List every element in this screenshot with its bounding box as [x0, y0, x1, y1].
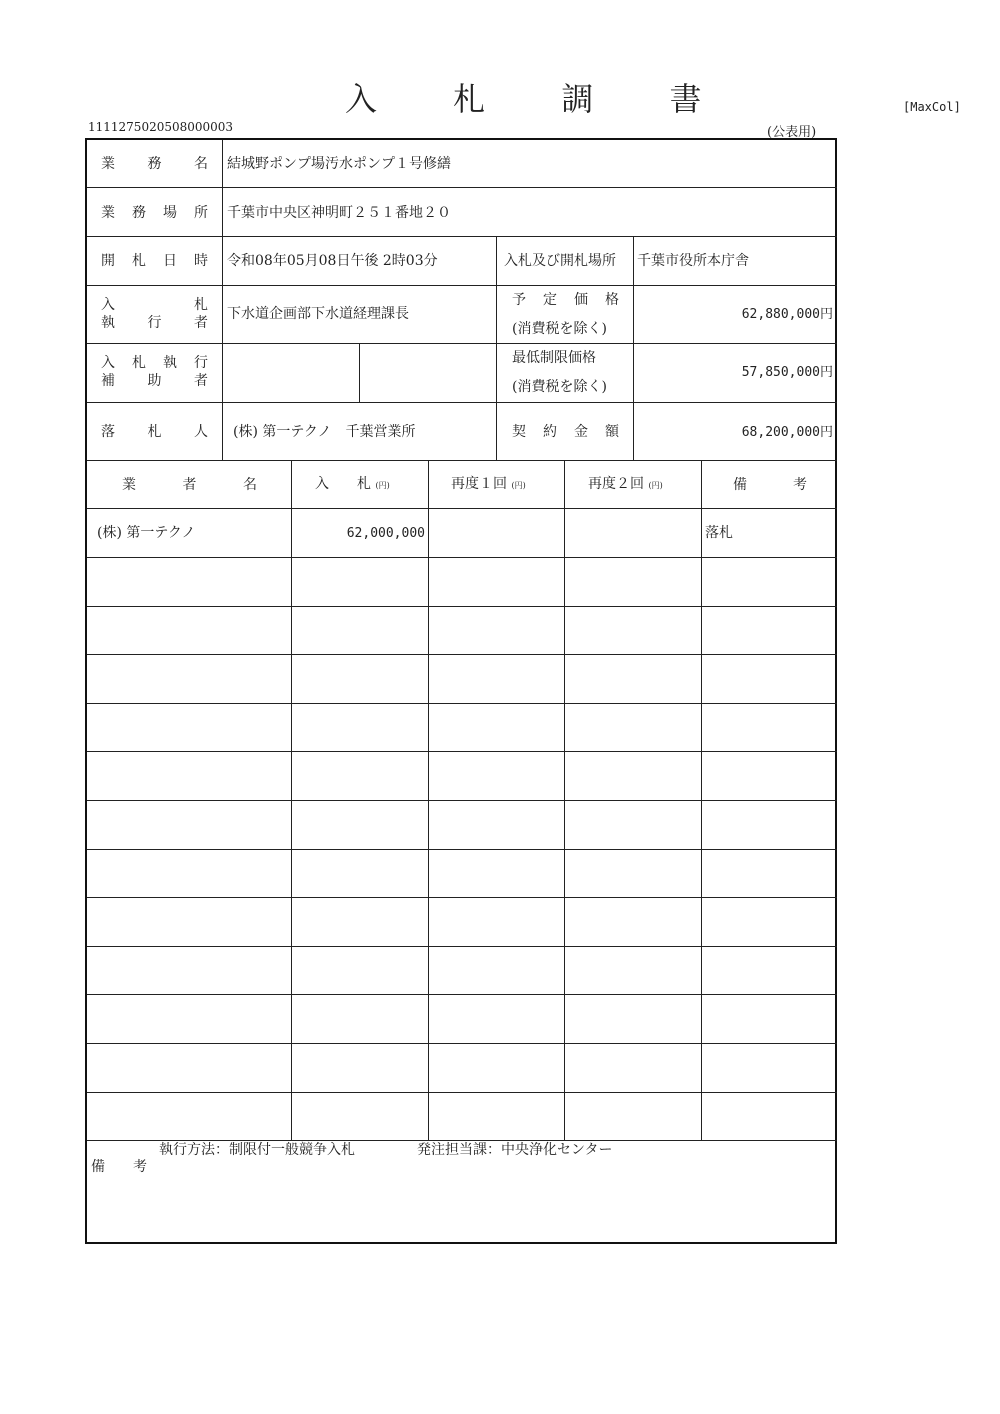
table-row-line	[87, 897, 837, 898]
header-remarks: 備 考	[733, 477, 807, 493]
row-bid: 62,000,000	[346, 526, 425, 541]
ordering-department: 発注担当課：中央浄化センター	[417, 1142, 613, 1158]
planned-price-value: 62,880,000円	[741, 307, 833, 322]
opening-datetime-value: 令和08年05月08日午後 2時03分	[227, 253, 438, 269]
min-price-value: 57,850,000円	[741, 365, 833, 380]
table-row-line	[87, 994, 837, 995]
publication-note: (公表用)	[767, 125, 817, 140]
label-planned-price-line2: (消費税を除く)	[512, 321, 607, 337]
label-business-name: 業 務 名	[101, 156, 208, 172]
label-bid-place: 入札及び開札場所	[504, 253, 616, 269]
table-row-line	[87, 703, 837, 704]
document-title: 入 札 調 書	[345, 80, 735, 118]
header-rebid2: 再度２回 (円)	[588, 476, 663, 492]
header-bid: 入 札 (円)	[315, 476, 390, 492]
execution-method: 執行方法：制限付一般競争入札	[159, 1142, 355, 1158]
business-location-value: 千葉市中央区神明町２５１番地２０	[227, 205, 451, 221]
bid-place-value: 千葉市役所本庁舎	[637, 253, 749, 269]
table-row-line	[87, 946, 837, 947]
label-contract-amount: 契 約 金 額	[512, 424, 619, 440]
label-planned-price-line1: 予 定 価 格	[512, 292, 619, 308]
business-name-value: 結城野ポンプ場汚水ポンプ１号修繕	[227, 156, 451, 172]
bid-report-form	[85, 138, 837, 1244]
header-company: 業 者 名	[122, 477, 257, 493]
maxcol-tag: [MaxCol]	[903, 100, 961, 114]
table-row-line	[87, 654, 837, 655]
label-executor-line1: 入 札	[101, 297, 208, 313]
table-row-line	[87, 849, 837, 850]
label-assistant-line1: 入 札 執 行	[101, 355, 208, 371]
footer-remarks-label: 備 考	[91, 1159, 147, 1175]
label-min-price-line2: (消費税を除く)	[512, 379, 607, 395]
table-row-line	[87, 800, 837, 801]
label-min-price-line1: 最低制限価格	[512, 350, 596, 366]
label-opening-datetime: 開 札 日 時	[101, 253, 208, 269]
label-assistant-line2: 補 助 者	[101, 373, 208, 389]
winner-value: (株) 第一テクノ 千葉営業所	[233, 424, 416, 440]
label-winner: 落 札 人	[101, 424, 208, 440]
document-id: 1111275020508000003	[88, 120, 234, 134]
table-row-line	[87, 1092, 837, 1093]
label-executor-line2: 執 行 者	[101, 315, 208, 331]
table-row-line	[87, 606, 837, 607]
header-rebid1: 再度１回 (円)	[451, 476, 526, 492]
row-remarks: 落札	[705, 525, 733, 541]
table-row-line	[87, 557, 837, 558]
executor-value: 下水道企画部下水道経理課長	[227, 306, 409, 322]
table-row-line	[87, 1043, 837, 1044]
label-business-location: 業 務 場 所	[101, 205, 208, 221]
table-row-line	[87, 751, 837, 752]
row-company: (株) 第一テクノ	[97, 525, 196, 541]
contract-amount-value: 68,200,000円	[741, 425, 833, 440]
